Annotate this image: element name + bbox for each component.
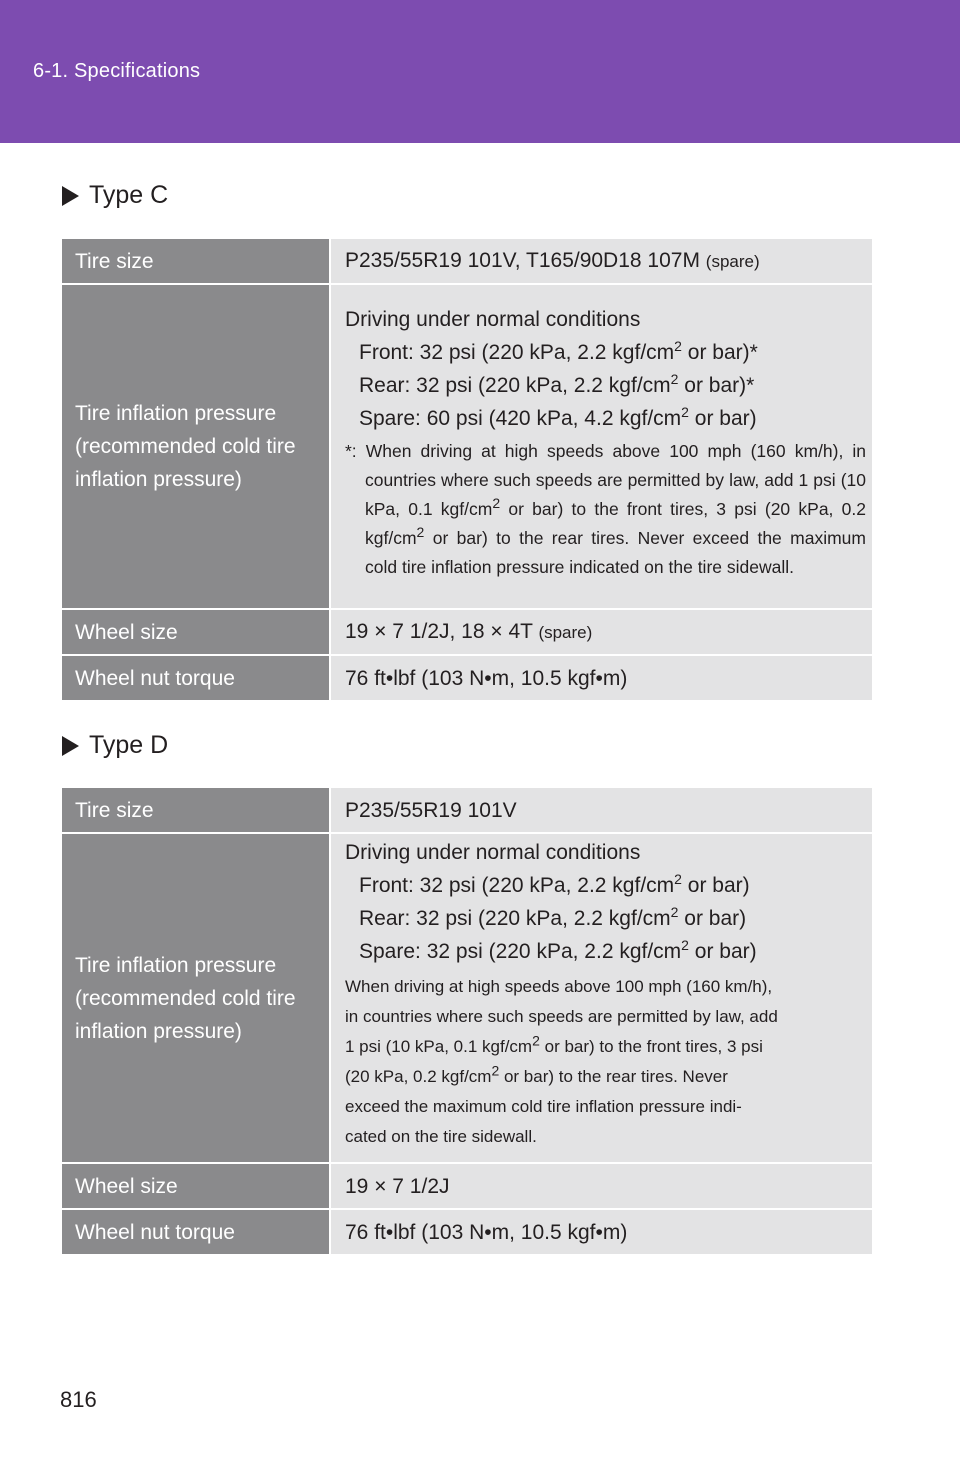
table-row: [62, 788, 872, 832]
torque-value: 76 ft•lbf (103 N•m, 10.5 kgf•m): [329, 1210, 872, 1254]
pressure-label: [62, 285, 329, 608]
wheel-size-value: 19 × 7 1/2J, 18 × 4T (spare): [329, 610, 872, 654]
pressure-value: [329, 285, 872, 608]
pressure-intro: Driving under normal conditions: [345, 841, 641, 864]
tire-size-label: Tire size: [62, 239, 329, 283]
section-header: [0, 0, 960, 143]
triangle-bullet-icon: [62, 186, 79, 206]
triangle-bullet-icon: [62, 736, 79, 756]
front-pressure: Front: 32 psi (220 kPa, 2.2 kgf/$cm^2$ or bar): [359, 871, 750, 897]
table-row: [62, 285, 872, 608]
wheel-size-label: Wheel size: [62, 1164, 329, 1208]
tire-size-value: P235/55R19 101V: [329, 788, 872, 832]
type-c-heading: [62, 181, 168, 210]
table-row: [62, 610, 872, 654]
table-row: [62, 1210, 872, 1254]
rear-pressure: Rear: 32 psi (220 kPa, 2.2 kgf/$cm^2$ or bar)*: [359, 371, 755, 397]
spare-pressure: Spare: 60 psi (420 kPa, 4.2 kgf/$cm^2$ or bar): [359, 404, 757, 430]
type-c-heading-text: Type C: [89, 181, 169, 209]
pressure-label-line: (recommended cold tire: [75, 435, 296, 458]
pressure-value: [329, 834, 872, 1162]
pressure-label-line: (recommended cold tire: [75, 986, 296, 1010]
tire-size-value: [329, 239, 872, 283]
pressure-label-line: inflation pressure): [75, 468, 242, 491]
pressure-label-line: inflation pressure): [75, 1019, 242, 1043]
pressure-label: [62, 834, 329, 1162]
type-d-heading: [62, 731, 168, 760]
high-speed-note: When driving at high speeds above 100 mph (160 km/h), in countries where such speeds are permitted by law, add 1 psi (10 kPa, 0.1 kgf/$cm^2$ or bar) to the front tires, 3 psi (20 kPa, 0.2 kgf/$cm^2$ or bar) to the rear tires. Never exceed the maximum cold tire inflation pressure indi- cated on the tire sidewall.: [345, 977, 778, 1146]
tire-size-text: P235/55R19 101V, T165/90D18 107M: [345, 249, 700, 272]
table-row: [62, 1164, 872, 1208]
table-row: [62, 834, 872, 1162]
table-row: [62, 656, 872, 700]
page-number: 816: [60, 1387, 97, 1412]
rear-pressure: Rear: 32 psi (220 kPa, 2.2 kgf/$cm^2$ or bar): [359, 904, 747, 930]
type-d-spec-table: [62, 786, 872, 1256]
wheel-size-label: Wheel size: [62, 610, 329, 654]
tire-size-label: Tire size: [62, 788, 329, 832]
high-speed-note: *: When driving at high speeds above 100 mph (160 km/h), in countries where such speeds are permitted by law, add 1 psi (10 kPa, 0.1 kgf/$cm^2$ or bar) to the front tires, 3 psi (20 kPa, 0.2 kgf/$cm^2$ or bar) to the rear tires. Never exceed the maximum cold tire inflation pressure indicated on the tire sidewall.: [345, 441, 866, 577]
torque-label: Wheel nut torque: [62, 1210, 329, 1254]
pressure-label-line: Tire inflation pressure: [75, 953, 277, 977]
front-pressure: Front: 32 psi (220 kPa, 2.2 kgf/$cm^2$ or bar)*: [359, 338, 758, 364]
torque-label: Wheel nut torque: [62, 656, 329, 700]
type-c-spec-table: [62, 237, 872, 702]
torque-value: 76 ft•lbf (103 N•m, 10.5 kgf•m): [329, 656, 872, 700]
type-d-heading-text: Type D: [89, 731, 169, 759]
spare-suffix: (spare): [705, 252, 760, 271]
section-title: 6-1. Specifications: [33, 60, 201, 82]
wheel-size-value: 19 × 7 1/2J: [329, 1164, 872, 1208]
pressure-intro: Driving under normal conditions: [345, 308, 641, 331]
pressure-label-line: Tire inflation pressure: [75, 402, 277, 425]
spare-pressure: Spare: 32 psi (220 kPa, 2.2 kgf/$cm^2$ or bar): [359, 937, 757, 963]
table-row: [62, 239, 872, 283]
